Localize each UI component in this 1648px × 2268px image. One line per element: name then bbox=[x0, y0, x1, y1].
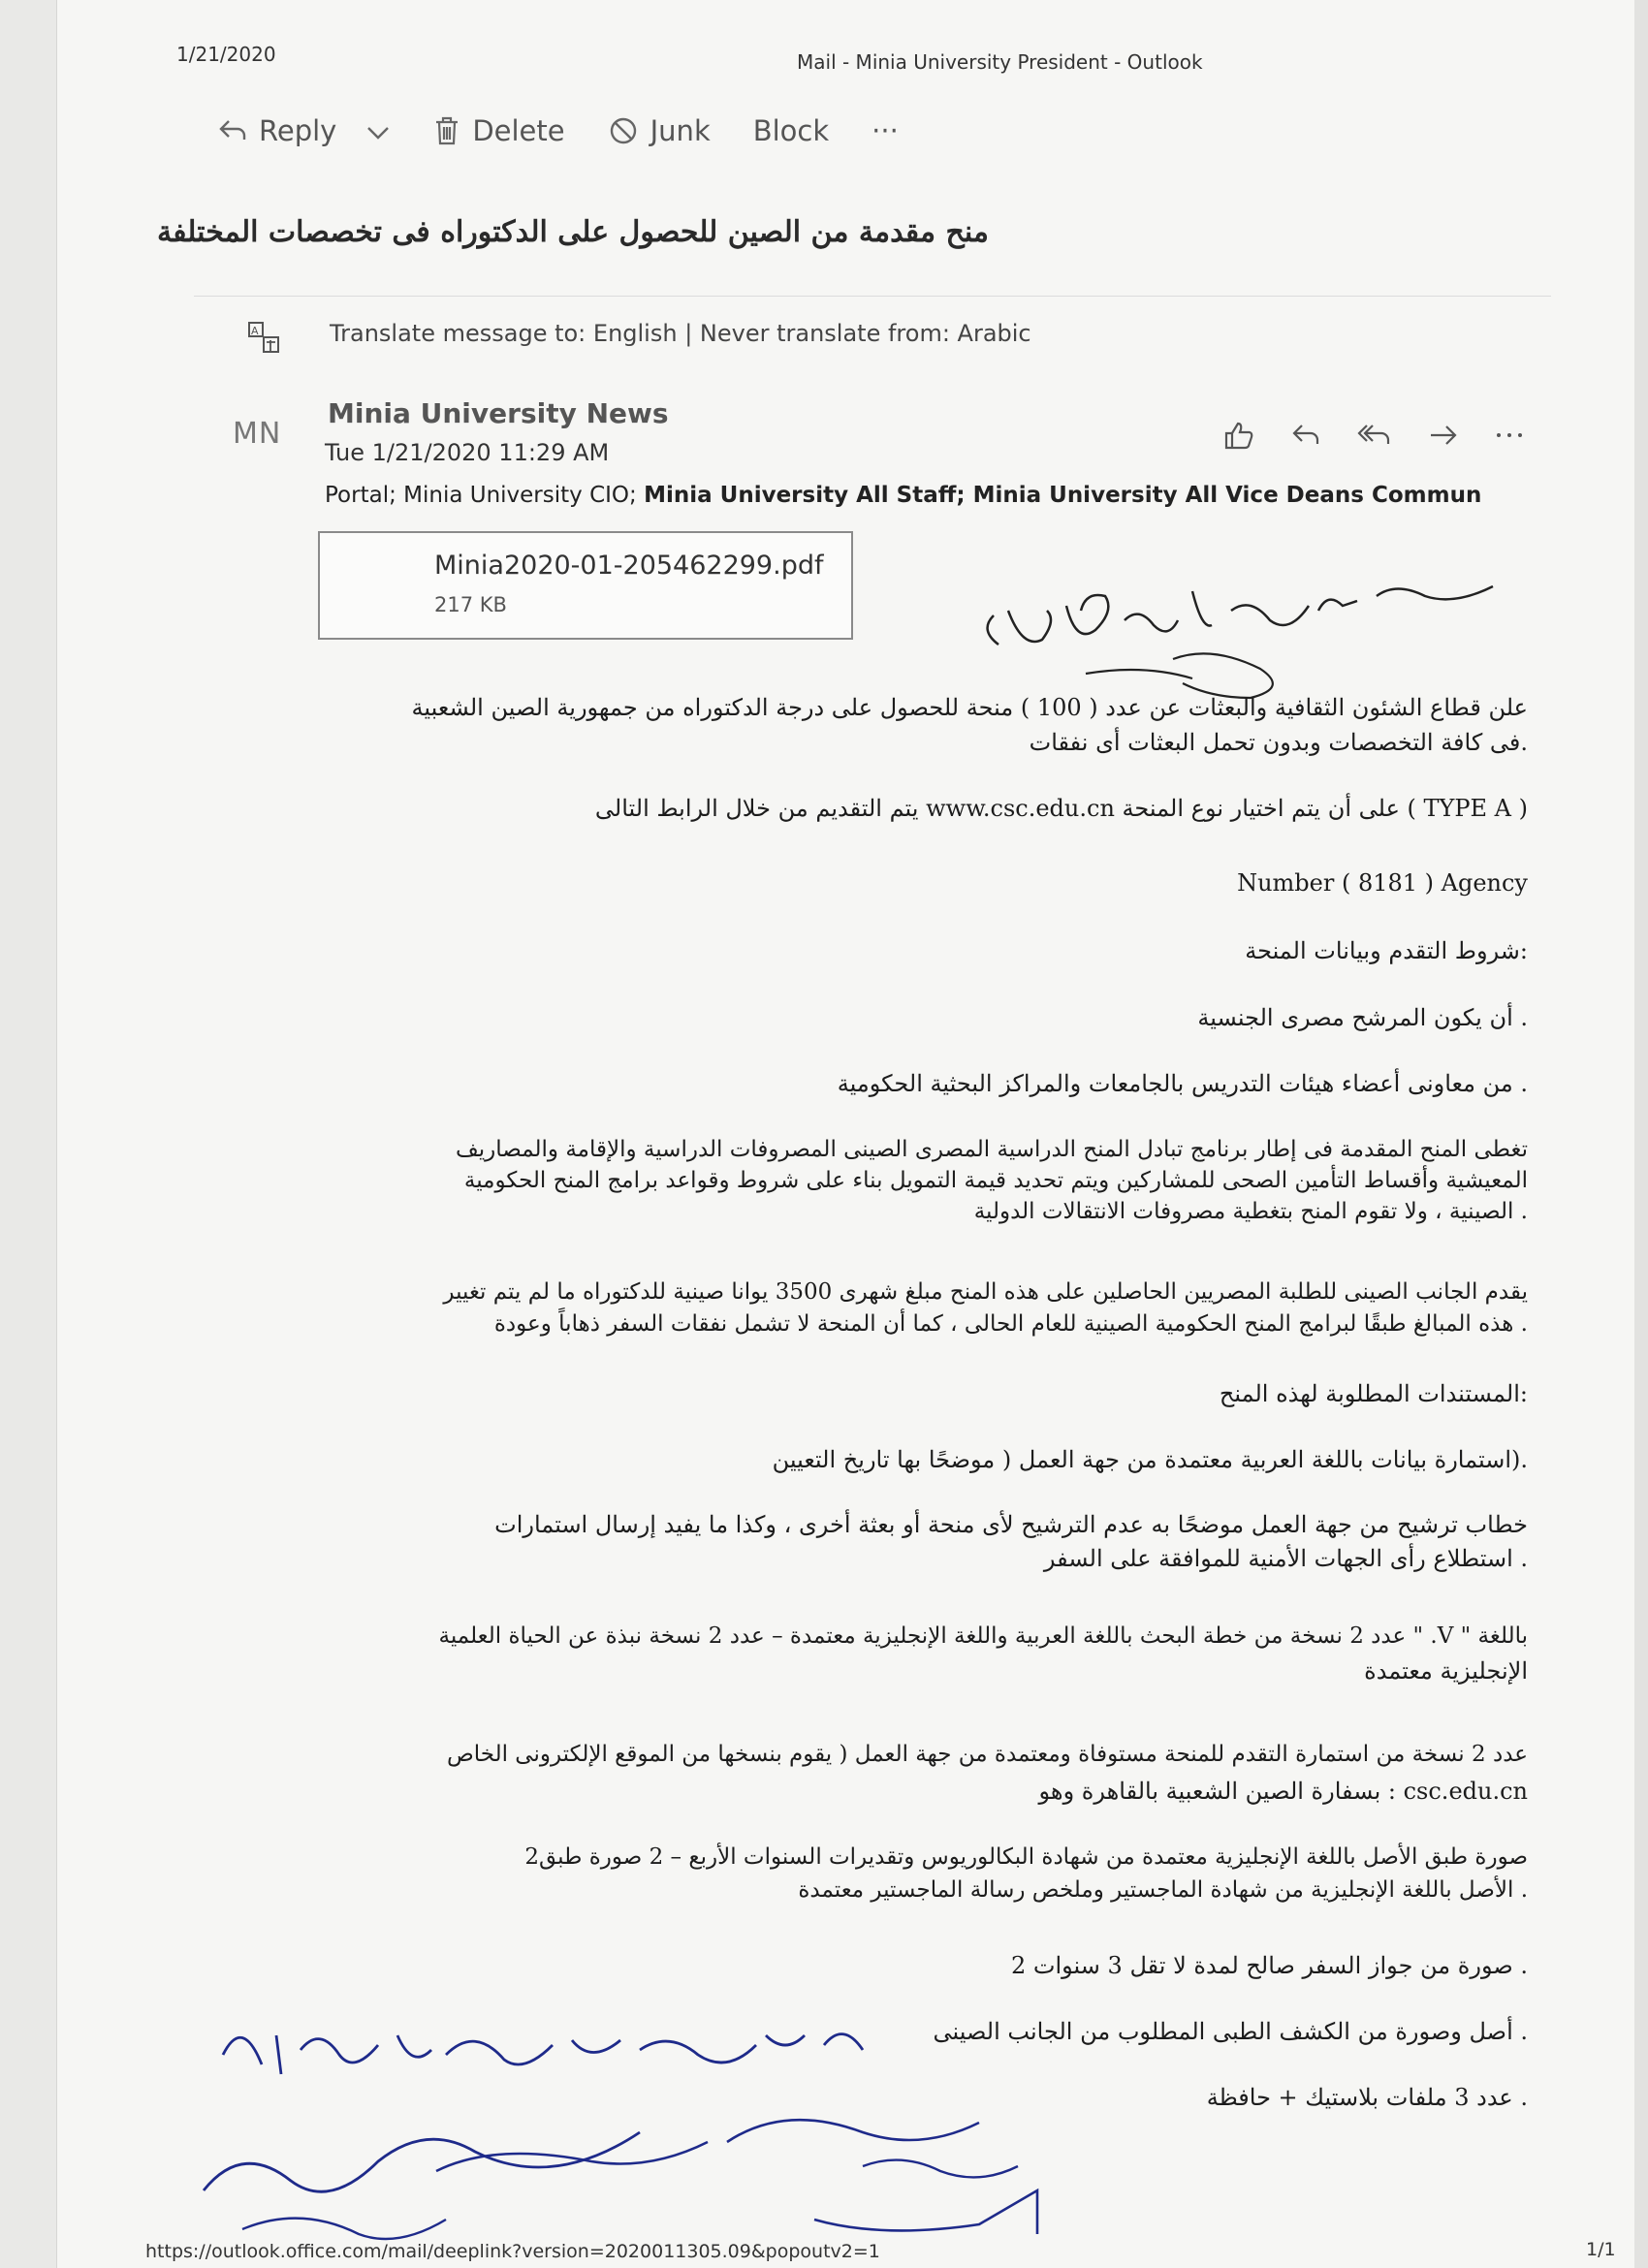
junk-label: Junk bbox=[650, 114, 711, 147]
junk-icon bbox=[608, 115, 639, 146]
reply-all-icon bbox=[1357, 423, 1392, 448]
print-date: 1/21/2020 bbox=[176, 43, 276, 66]
document-item-line1: باللغة " V. " عدد 2 نسخة من خطة البحث باللغة العربية واللغة الإنجليزية معتمدة – عدد 2 نسخة نبذة عن الحياة العلمية bbox=[438, 1623, 1528, 1649]
condition-item: . من معاونى أعضاء هيئات التدريس بالجامعات والمراكز البحثية الحكومية bbox=[837, 1070, 1528, 1097]
sent-date: Tue 1/21/2020 11:29 AM bbox=[325, 439, 610, 466]
reply-options-button[interactable] bbox=[365, 114, 391, 147]
scan-right-edge bbox=[1634, 0, 1648, 2268]
attachment-size: 217 KB bbox=[434, 593, 507, 616]
recipients-bold: Minia University All Staff; Minia University All Vice Deans Commun bbox=[644, 483, 1482, 508]
like-icon bbox=[1223, 421, 1254, 450]
condition-item: . أن يكون المرشح مصرى الجنسية bbox=[1197, 1004, 1528, 1031]
reply-all-button[interactable] bbox=[1357, 423, 1392, 448]
document-item-line2: . الأصل باللغة الإنجليزية من شهادة الماجستير وملخص رسالة الماجستير معتمدة bbox=[798, 1877, 1528, 1903]
document-item: . أصل وصورة من الكشف الطبى المطلوب من الجانب الصينى bbox=[933, 2018, 1528, 2045]
paragraph-intro-line2: .فى كافة التخصصات وبدون تحمل البعثات أى نفقات bbox=[1029, 729, 1528, 756]
conditions-heading: :شروط التقدم وبيانات المنحة bbox=[1245, 937, 1528, 964]
paragraph-intro-line1: علن قطاع الشئون الثقافية والبعثات عن عدد ( 100 ) منحة للحصول على درجة الدكتوراه من جمهورية الصين الشعبية bbox=[411, 694, 1528, 721]
document-item-line1: خطاب ترشيح من جهة العمل موضحًا به عدم الترشيح لأى منحة أو بعثة أخرى ، وكذا ما يفيد إرسال استمارات bbox=[494, 1511, 1528, 1538]
delete-label: Delete bbox=[472, 114, 565, 147]
trash-icon bbox=[433, 115, 460, 146]
reply-label: Reply bbox=[259, 114, 337, 147]
translate-icon bbox=[247, 321, 280, 361]
document-item-line1: صورة طبق الأصل باللغة الإنجليزية معتمدة من شهادة البكالوريوس وتقديرات السنوات الأربع – 2 صورة طبق2 bbox=[524, 1844, 1528, 1870]
delete-button[interactable] bbox=[433, 114, 564, 147]
block-label: Block bbox=[752, 114, 830, 147]
more-icon: ··· bbox=[872, 114, 899, 147]
stipend-line2: . هذه المبالغ طبقًا لبرامج المنح الحكومية الصينية للعام الحالى ، كما أن المنحة لا تشمل نفقات السفر ذهاباً وعودة bbox=[493, 1311, 1528, 1337]
recipients-line[interactable] bbox=[325, 483, 1482, 508]
attachment-name: Minia2020-01-205462299.pdf bbox=[434, 551, 824, 581]
reply-icon bbox=[218, 118, 247, 143]
junk-button[interactable] bbox=[608, 114, 711, 147]
print-title: Mail - Minia University President - Outlook bbox=[797, 50, 1203, 74]
reply-button[interactable] bbox=[218, 114, 336, 147]
email-subject: منح مقدمة من الصين للحصول على الدكتوراه فى تخصصات المختلفة bbox=[156, 215, 989, 249]
document-item-line1: عدد 2 نسخة من استمارة التقدم للمنحة مستوفاة ومعتمدة من جهة العمل ( يقوم بنسخها من الموقع الإلكترونى الخاص bbox=[446, 1742, 1528, 1767]
document-item-line2: csc.edu.cn : بسفارة الصين الشعبية بالقاهرة وهو bbox=[1038, 1778, 1528, 1805]
block-button[interactable] bbox=[753, 114, 829, 147]
avatar: MN bbox=[233, 417, 282, 451]
document-item: . صورة من جواز السفر صالح لمدة لا تقل 3 سنوات 2 bbox=[1010, 1952, 1528, 1979]
document-item: .(استمارة بيانات باللغة العربية معتمدة من جهة العمل ( موضحًا بها تاريخ التعيين bbox=[772, 1446, 1528, 1473]
like-button[interactable] bbox=[1223, 421, 1254, 450]
more-actions-button[interactable] bbox=[872, 114, 899, 147]
message-actions bbox=[1223, 421, 1561, 450]
documents-heading: :المستندات المطلوبة لهذه المنح bbox=[1219, 1380, 1528, 1407]
chevron-down-icon bbox=[365, 125, 391, 141]
recipients-prefix: Portal; Minia University CIO; bbox=[325, 483, 645, 508]
reply-arrow-icon bbox=[1291, 423, 1320, 448]
forward-icon bbox=[1429, 424, 1458, 447]
more-icon bbox=[1495, 430, 1524, 440]
reply-message-button[interactable] bbox=[1291, 423, 1320, 448]
forward-button[interactable] bbox=[1429, 424, 1458, 447]
translate-message-link[interactable]: Translate message to: English | Never translate from: Arabic bbox=[330, 320, 1031, 347]
scan-left-edge bbox=[0, 0, 57, 2268]
toolbar bbox=[218, 107, 941, 155]
sender-name[interactable]: Minia University News bbox=[328, 397, 669, 429]
footer-url[interactable]: https://outlook.office.com/mail/deeplink?version=2020011305.09&popoutv2=1 bbox=[145, 2241, 880, 2262]
message-more-button[interactable] bbox=[1495, 430, 1524, 440]
translate-bar bbox=[194, 296, 1551, 374]
document-item-line2: . استطلاع رأى الجهات الأمنية للموافقة على السفر bbox=[1043, 1545, 1528, 1572]
grant-coverage-line1: تغطى المنح المقدمة فى إطار برنامج تبادل المنح الدراسية المصرى الصينى المصروفات الدراسية والإقامة والمصاريف bbox=[455, 1137, 1528, 1162]
footer-page-number: 1/1 bbox=[1586, 2239, 1616, 2260]
stipend-line1: يقدم الجانب الصينى للطلبة المصريين الحاصلين على هذه المنح مبلغ شهرى 3500 يوانا صينية للدكتوراه ما لم يتم تغيير bbox=[443, 1279, 1528, 1305]
attachment-card[interactable] bbox=[318, 531, 853, 640]
svg-text:A: A bbox=[251, 325, 259, 337]
document-item: . عدد 3 ملفات بلاستيك + حافظة bbox=[1206, 2084, 1528, 2111]
paragraph-agency: Number ( 8181 ) Agency bbox=[1237, 869, 1528, 897]
document-item-line2: الإنجليزية معتمدة bbox=[1364, 1657, 1528, 1685]
grant-coverage-line2: المعيشية وأقساط التأمين الصحى للمشاركين ويتم تحديد قيمة التمويل بناء على شروط وقواعد برامج المنح الحكومية bbox=[463, 1168, 1528, 1193]
paragraph-link: ( TYPE A ) على أن يتم اختيار نوع المنحة www.csc.edu.cn يتم التقديم من خلال الرابط التالى bbox=[594, 795, 1528, 822]
grant-coverage-line3: . الصينية ، ولا تقوم المنح بتغطية مصروفات الانتقالات الدولية bbox=[973, 1199, 1528, 1224]
